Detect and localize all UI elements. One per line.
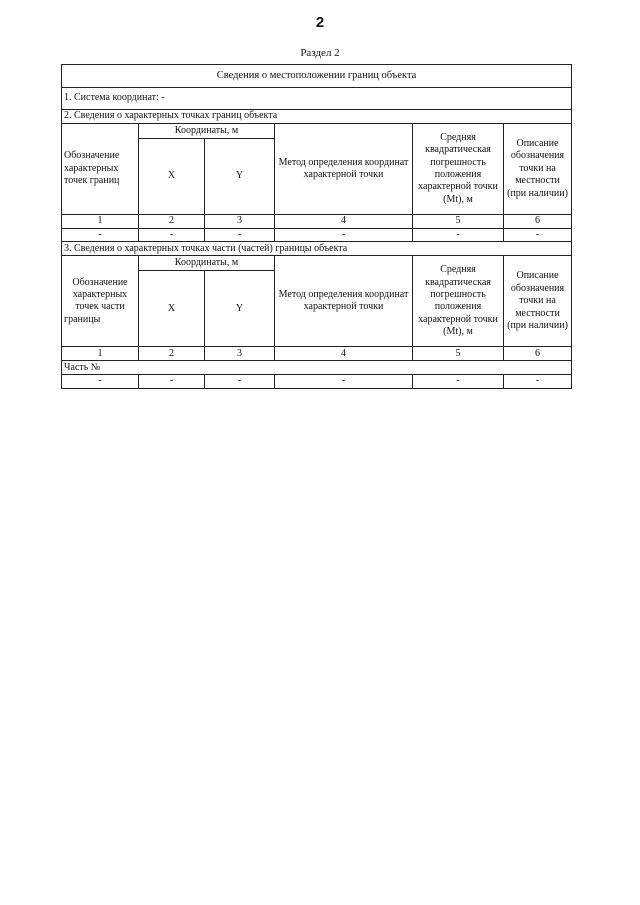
column-number: 6 <box>504 347 572 361</box>
part2-header-designation: Обозначение характерных точек границ <box>62 124 139 215</box>
part2-header-coordinates: Координаты, м <box>139 124 275 139</box>
column-number: 5 <box>413 347 504 361</box>
coord-system-row: 1. Система координат: - <box>62 88 572 110</box>
part2-header-error: Средняя квадратическая погрешность положения характерной точки (Mt), м <box>413 124 504 215</box>
table-cell: - <box>504 229 572 242</box>
boundary-info-table <box>61 64 572 389</box>
table-cell: - <box>275 229 413 242</box>
column-number: 1 <box>62 347 139 361</box>
column-number: 3 <box>205 215 275 229</box>
table-title: Сведения о местоположении границ объекта <box>62 65 572 88</box>
table-cell: - <box>205 229 275 242</box>
table-cell: - <box>413 375 504 388</box>
part3-header-designation: Обозначение характерных точек части границы <box>62 256 139 347</box>
column-number: 3 <box>205 347 275 361</box>
part2-header-description: Описание обозначения точки на местности (при наличии) <box>504 124 572 215</box>
table-cell: - <box>139 375 205 388</box>
table-cell: - <box>62 229 139 242</box>
part3-header-coordinates: Координаты, м <box>139 256 275 271</box>
part3-column-numbers <box>62 347 572 361</box>
part-label-row: Часть № <box>62 361 572 375</box>
part2-column-numbers <box>62 215 572 229</box>
part3-data-row <box>62 375 572 388</box>
column-number: 4 <box>275 215 413 229</box>
column-number: 6 <box>504 215 572 229</box>
column-number: 5 <box>413 215 504 229</box>
part2-header-x: X <box>139 139 205 215</box>
column-number: 2 <box>139 215 205 229</box>
part2-data-row <box>62 229 572 242</box>
section-title: Раздел 2 <box>300 47 340 59</box>
part3-header-method: Метод определения координат характерной точки <box>275 256 413 347</box>
part3-header-description: Описание обозначения точки на местности (при наличии) <box>504 256 572 347</box>
table-cell: - <box>205 375 275 388</box>
part3-heading: 3. Сведения о характерных точках части (частей) границы объекта <box>62 242 572 256</box>
table-cell: - <box>504 375 572 388</box>
part2-heading: 2. Сведения о характерных точках границ объекта <box>62 110 572 124</box>
column-number: 1 <box>62 215 139 229</box>
part3-header-y: Y <box>205 271 275 347</box>
part2-header-y: Y <box>205 139 275 215</box>
part3-header-error: Средняя квадратическая погрешность положения характерной точки (Mt), м <box>413 256 504 347</box>
column-number: 4 <box>275 347 413 361</box>
part3-header-x: X <box>139 271 205 347</box>
part2-header-method: Метод определения координат характерной точки <box>275 124 413 215</box>
table-cell: - <box>139 229 205 242</box>
table-cell: - <box>62 375 139 388</box>
page-number: 2 <box>315 14 325 31</box>
column-number: 2 <box>139 347 205 361</box>
table-cell: - <box>275 375 413 388</box>
table-cell: - <box>413 229 504 242</box>
